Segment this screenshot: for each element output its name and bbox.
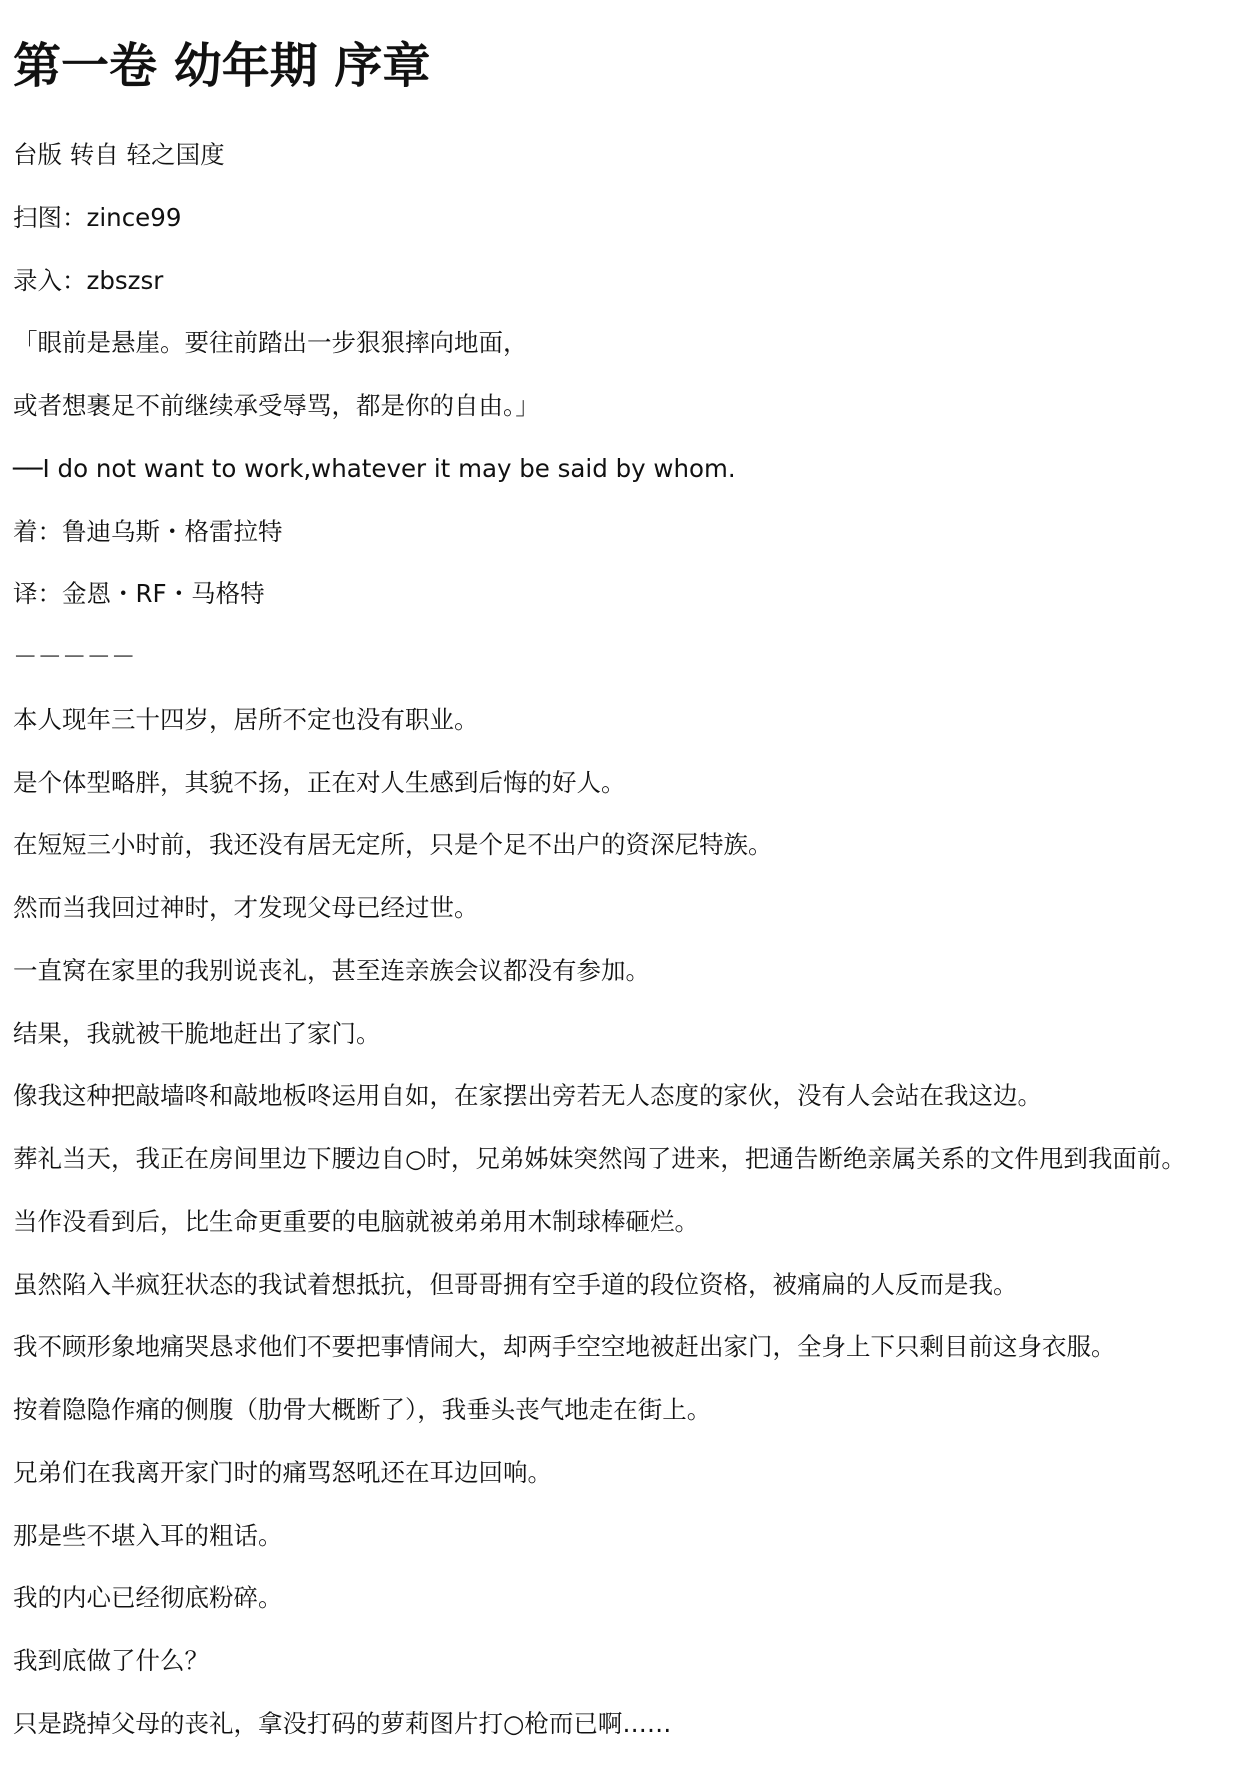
source-line: 台版 转自 轻之国度	[13, 140, 225, 169]
paragraph: 本人现年三十四岁，居所不定也没有职业。	[13, 704, 479, 734]
paragraph: 结果，我就被干脆地赶出了家门。	[13, 1018, 381, 1048]
paragraph: 一直窝在家里的我别说丧礼，甚至连亲族会议都没有参加。	[13, 955, 650, 985]
section-divider: －－－－－	[13, 642, 136, 671]
epigraph-line: 或者想裹足不前继续承受辱骂，都是你的自由。」	[13, 391, 540, 420]
paragraph: 兄弟们在我离开家门时的痛骂怒吼还在耳边回响。	[13, 1457, 552, 1487]
paragraph: 当作没看到后，比生命更重要的电脑就被弟弟用木制球棒砸烂。	[13, 1206, 699, 1236]
paragraph: 像我这种把敲墙咚和敲地板咚运用自如，在家摆出旁若无人态度的家伙，没有人会站在我这边。	[13, 1081, 1042, 1111]
author-credit-line: 着：鲁迪乌斯・格雷拉特	[13, 516, 283, 546]
paragraph: 是个体型略胖，其貌不扬，正在对人生感到后悔的好人。	[13, 767, 626, 797]
translator-credit-line: 译：金恩・RF・马格特	[13, 579, 265, 609]
paragraph: 我的内心已经彻底粉碎。	[13, 1583, 283, 1613]
text-body	[13, 138, 1186, 1770]
paragraph: 我不顾形象地痛哭恳求他们不要把事情闹大，却两手空空地被赶出家门，全身上下只剩目前这身衣服。	[13, 1332, 1116, 1362]
paragraph: 虽然陷入半疯狂状态的我试着想抵抗，但哥哥拥有空手道的段位资格，被痛扁的人反而是我。	[13, 1269, 1018, 1299]
epigraph-english-line: ──I do not want to work,whatever it may be said by whom.	[13, 453, 736, 483]
paragraph: 只是跷掉父母的丧礼，拿没打码的萝莉图片打○枪而已啊……	[13, 1708, 672, 1738]
paragraph: 在短短三小时前，我还没有居无定所，只是个足不出户的资深尼特族。	[13, 830, 773, 860]
chapter-title: 第一卷 幼年期 序章	[13, 38, 431, 94]
paragraph: 葬礼当天，我正在房间里边下腰边自○时，兄弟姊妹突然闯了进来，把通告断绝亲属关系的文件甩到我面前。	[13, 1144, 1186, 1173]
paragraph: 我到底做了什么？	[13, 1646, 209, 1675]
typist-credit-line: 录入：zbszsr	[13, 265, 164, 295]
epigraph-line: 「眼前是悬崖。要往前踏出一步狠狠摔向地面，	[13, 328, 528, 358]
paragraph: 然而当我回过神时，才发现父母已经过世。	[13, 893, 479, 922]
paragraph: 那是些不堪入耳的粗话。	[13, 1520, 283, 1550]
scanner-credit-line: 扫图：zince99	[13, 202, 182, 232]
paragraph: 按着隐隐作痛的侧腹（肋骨大概断了），我垂头丧气地走在街上。	[13, 1395, 712, 1424]
